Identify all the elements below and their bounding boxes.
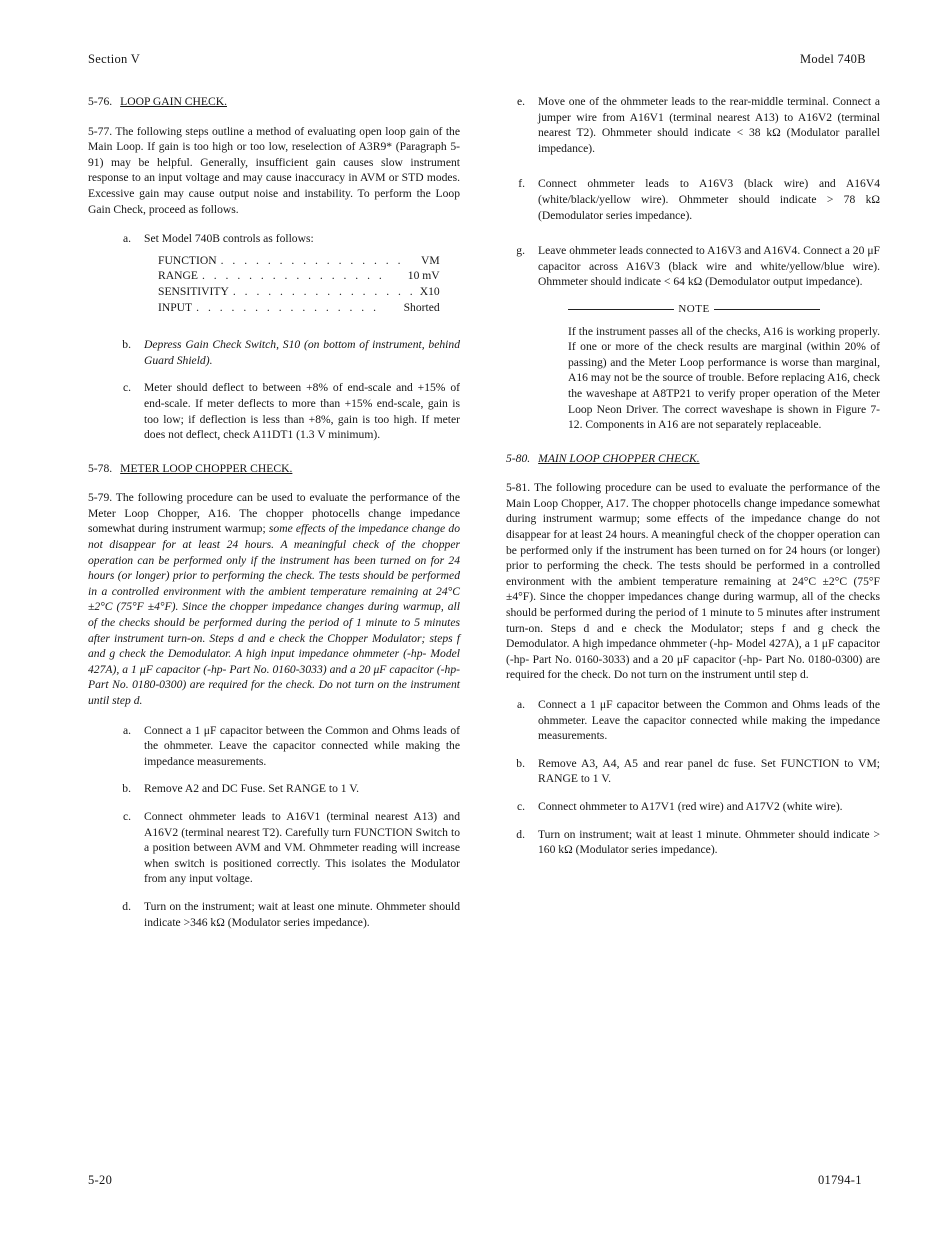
step-letter: b. bbox=[516, 756, 525, 770]
setting-name: FUNCTION bbox=[158, 253, 217, 267]
step-text: Turn on instrument; wait at least 1 minute. Ohmmeter should indicate > 160 kΩ (Modulator series impedance). bbox=[538, 827, 880, 857]
paragraph-number: 5-79. bbox=[88, 491, 113, 505]
step-text: Connect ohmmeter leads to A16V1 (terminal nearest A13) and A16V2 (terminal nearest T2). Carefully turn FUNCTION Switch to a position between AVM and VM. Ohmmeter reading will increase when switch is positioned correctly. This isolates the Modulator from any input voltage. bbox=[144, 809, 460, 886]
section-header: Section V bbox=[88, 52, 141, 66]
step-text: Remove A3, A4, A5 and rear panel dc fuse. Set FUNCTION to VM; RANGE to 1 V. bbox=[538, 756, 880, 786]
step-letter: g. bbox=[516, 244, 525, 258]
step-letter: c. bbox=[516, 799, 525, 813]
page-number: 5-20 bbox=[88, 1173, 113, 1187]
step-letter: f. bbox=[518, 177, 525, 191]
step-text: Connect ohmmeter leads to A16V3 (black wire) and A16V4 (white/black/yellow wire). Ohmmeter should indicate > 78 kΩ (Demodulator series impedance). bbox=[538, 177, 880, 222]
step-text: Connect ohmmeter to A17V1 (red wire) and A17V2 (white wire). bbox=[538, 799, 843, 813]
heading-title: LOOP GAIN CHECK. bbox=[120, 95, 227, 108]
note-rule bbox=[714, 309, 820, 310]
step-letter: e. bbox=[516, 95, 525, 108]
paragraph-text: The following procedure can be used to evaluate the performance of the Main Loop Chopper, A17. The chopper photocells change impedance somewhat during instrument warmup; some effects of the impedance change do not disappear for at least 24 hours. A meaningful check of the chopper operation can be performed only if the instrument has been turned on for 24 hours (or longer) prior to performing the check. The tests should be performed in a controlled environment with the ambient temperature remaining at 24°C ±2°C (75°F ±4°F). Since the chopper impedances change during warmup, all of the checks should be performed during the period of 1 minute to 5 minutes after instrument turn-on. Steps d and e check the Modulator; steps f and g check the Demodulator. A high impedance ohmmeter (-hp- Model 427A), a 1 μF capacitor (-hp- Part No. 0160-3033) and a 20 μF capacitor (-hp- Part No. 0180-0300) are required for the check. Do not turn on the instrument until step d. bbox=[506, 481, 880, 682]
setting-row bbox=[158, 268, 440, 284]
paragraph-5-79 bbox=[88, 490, 460, 708]
paragraph-text: The following steps outline a method of evaluating open loop gain of the Main Loop. If gain is too high or too low, reselection of A3R9* (Paragraph 5-91) may be helpful. Generally, insufficient gain causes slow instrument response to an input voltage and may cause inaccuracy in AVM or STD modes. Excessive gain may cause output noise and instability. To perform the Loop Gain Check, proceed as follows. bbox=[88, 124, 460, 216]
step-text: Meter should deflect to between +8% of end-scale and +15% of end-scale. If meter deflects to more than +15% end-scale, gain is too low; if deflection is less than +8%, gain is too high. If meter does not deflect, check A11DT1 (1.3 V minimum). bbox=[144, 381, 460, 442]
step-text: Depress Gain Check Switch, S10 (on bottom of instrument, behind Guard Shield). bbox=[144, 338, 460, 367]
step-g bbox=[506, 243, 880, 290]
setting-name: RANGE bbox=[158, 269, 198, 283]
step-a bbox=[506, 697, 880, 744]
step-letter: d. bbox=[516, 827, 525, 841]
heading-number: 5-78. bbox=[88, 461, 113, 475]
step-b bbox=[506, 756, 880, 787]
meter-loop-chopper-check-heading bbox=[88, 461, 460, 477]
setting-row bbox=[158, 253, 440, 269]
step-a bbox=[104, 231, 460, 325]
setting-row bbox=[158, 284, 440, 300]
paragraph-5-81 bbox=[506, 480, 880, 683]
leader-dots: . . . . . . . . . . . . . . . . bbox=[232, 284, 416, 298]
step-text: Turn on the instrument; wait at least one minute. Ohmmeter should indicate >346 kΩ (Modulator series impedance). bbox=[144, 899, 460, 929]
main-loop-chopper-check-heading bbox=[506, 451, 880, 467]
document-number: 01794-1 bbox=[818, 1173, 862, 1187]
leader-dots: . . . . . . . . . . . . . . . . bbox=[196, 300, 379, 314]
step-b bbox=[104, 781, 460, 797]
setting-value: VM bbox=[420, 253, 440, 267]
heading-title: MAIN LOOP CHOPPER CHECK. bbox=[538, 451, 700, 465]
note-title bbox=[568, 302, 880, 318]
step-text: Set Model 740B controls as follows: bbox=[144, 232, 314, 246]
right-column bbox=[506, 94, 880, 870]
leader-dots: . . . . . . . . . . . . . . . . bbox=[220, 253, 404, 267]
note-label: NOTE bbox=[678, 302, 710, 315]
step-letter: a. bbox=[122, 232, 131, 246]
heading-number: 5-80. bbox=[506, 451, 531, 465]
step-e bbox=[506, 94, 880, 156]
setting-name: INPUT bbox=[158, 300, 193, 314]
step-letter: a. bbox=[516, 698, 525, 711]
note-rule bbox=[568, 309, 674, 310]
step-text: Move one of the ohmmeter leads to the rear-middle terminal. Connect a jumper wire from A16V1 (terminal nearest A13) to A16V2 (terminal nearest T2). Ohmmeter should indicate < 38 kΩ (Modulator parallel impedance). bbox=[538, 95, 880, 155]
setting-value: 10 mV bbox=[407, 269, 440, 283]
step-text: Connect a 1 μF capacitor between the Common and Ohms leads of the ohmmeter. Leave the capacitor connected while making the impedance measurements. bbox=[538, 698, 880, 743]
setting-row bbox=[158, 300, 440, 316]
step-a bbox=[104, 723, 460, 770]
step-b bbox=[104, 337, 460, 368]
step-letter: b. bbox=[122, 338, 131, 352]
step-c bbox=[506, 799, 880, 815]
paragraph-number: 5-77. bbox=[88, 124, 113, 138]
step-f bbox=[506, 176, 880, 223]
step-text: Connect a 1 μF capacitor between the Common and Ohms leads of the ohmmeter. Leave the capacitor connected while making the impedance measurements. bbox=[144, 723, 460, 768]
note-box bbox=[506, 302, 880, 433]
left-column bbox=[88, 94, 460, 942]
step-letter: b. bbox=[122, 782, 131, 796]
control-settings bbox=[144, 253, 494, 315]
step-text: Leave ohmmeter leads connected to A16V3 and A16V4. Connect a 20 μF capacitor across A16V3 (black wire and white/yellow/blue wire). Ohmmeter should indicate < 64 kΩ (Demodulator output impedance). bbox=[538, 244, 880, 289]
step-d bbox=[506, 827, 880, 858]
setting-name: SENSITIVITY bbox=[158, 284, 229, 298]
step-d bbox=[104, 899, 460, 930]
heading-number: 5-76. bbox=[88, 95, 113, 108]
step-letter: c. bbox=[122, 809, 131, 823]
paragraph-5-77 bbox=[88, 124, 460, 218]
loop-gain-check-heading bbox=[88, 94, 460, 110]
step-text: Remove A2 and DC Fuse. Set RANGE to 1 V. bbox=[144, 782, 360, 796]
paragraph-text-italic: some effects of the impedance change do not disappear for at least 24 hours. A meaningful check of the chopper operation can be performed only if the instrument has been turned on for 24 hours (or longer) prior to performing the check. The tests should be performed in a controlled environment with the ambient temperature remaining at 24°C ±2°C (75°F ±4°F). Since the chopper impedance changes during warmup, all of the checks should be performed during the period of 1 minute to 5 minutes after instrument turn-on. Steps d and e check the Chopper Modulator; steps f and g check the Demodulator. A high input impedance ohmmeter (-hp- Model 427A), a 1 μF capacitor (-hp- Part No. 0160-3033) and a 20 μF capacitor (-hp- Part No. 0180-0300) are required for the check. Do not turn on the instrument until step d. bbox=[88, 522, 461, 707]
note-text: If the instrument passes all of the checks, A16 is working properly. If one or more of the check results are marginal (within 20% of passing) and the Meter Loop performance is worse than marginal, A16 may not be the source of trouble. Before replacing A16, check the waveshape at A8TP21 to verify proper operation of the Meter Loop Neon Driver. The correct waveshape is shown in Figure 7-12. Components in A16 are not separately replaceable. bbox=[568, 324, 880, 432]
step-c bbox=[104, 809, 460, 887]
leader-dots: . . . . . . . . . . . . . . . . bbox=[201, 269, 385, 283]
paragraph-number: 5-81. bbox=[506, 481, 531, 495]
step-c bbox=[104, 380, 460, 442]
model-header: Model 740B bbox=[800, 52, 866, 66]
step-letter: d. bbox=[122, 899, 131, 913]
step-letter: c. bbox=[122, 381, 131, 395]
setting-value: Shorted bbox=[403, 300, 440, 314]
setting-value: X10 bbox=[419, 284, 440, 298]
paragraph-text: The following procedure can be used to evaluate the performance of the Meter Loop Chopper, A16. The chopper photocells change impedance somewhat during instrument warmup; bbox=[88, 491, 460, 536]
heading-title: METER LOOP CHOPPER CHECK. bbox=[120, 461, 293, 475]
step-letter: a. bbox=[122, 723, 131, 737]
